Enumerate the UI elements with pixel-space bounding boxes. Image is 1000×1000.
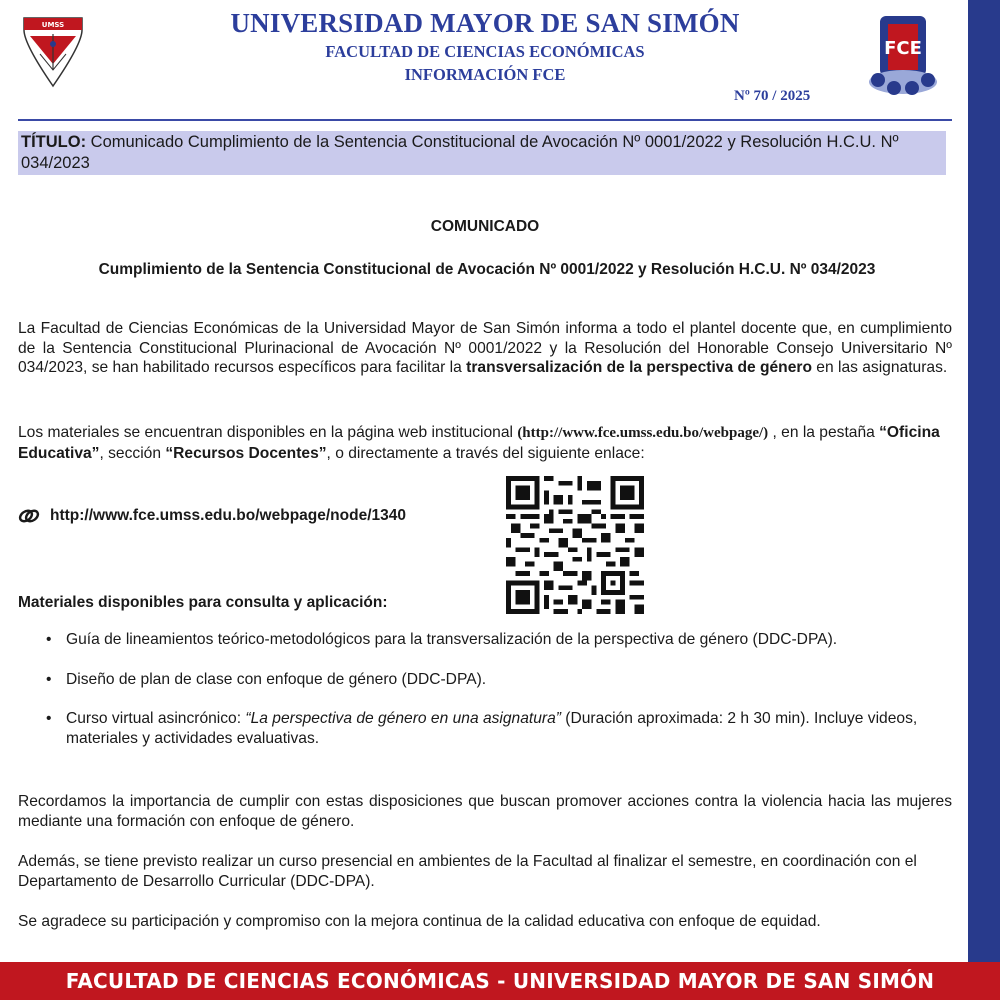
- direct-link-row: [18, 507, 406, 525]
- umss-logo-icon: [20, 14, 86, 90]
- intro-text: La Facultad de Ciencias Económicas de la Universidad Mayor de San Simón informa a todo el plantel docente que, en cumplimiento de la Sentencia Constitucional Plurinacional de Avocación Nº 0001/2022 y la Resolución del Honorable Consejo Universitario Nº 034/2023, se han habilitado recursos específicos para facilitar la: [18, 320, 952, 376]
- list-item-text-tail: (Duración aproximada: 2 h 30 min). Incluye videos, materiales y actividades evaluativas.: [66, 710, 918, 747]
- intro-bold: transversalización de la perspectiva de género: [466, 359, 812, 376]
- section-name: “Recursos Docentes”: [165, 444, 327, 462]
- thanks-paragraph: Se agradece su participación y compromiso con la mejora continua de la calidad educativa con enfoque de equidad.: [18, 913, 821, 930]
- tab-name: “Oficina Educativa”: [18, 424, 940, 462]
- fce-logo-icon: [866, 14, 940, 100]
- title-label: TÍTULO:: [21, 133, 87, 151]
- svg-text:FCE: FCE: [884, 38, 922, 59]
- course-title: “La perspectiva de género en una asignatura”: [245, 710, 561, 727]
- list-item: [46, 670, 946, 690]
- title-text: Comunicado Cumplimiento de la Sentencia Constitucional de Avocación Nº 0001/2022 y Resolución H.C.U. Nº 034/2023: [21, 133, 899, 172]
- footer-banner: FACULTAD DE CIENCIAS ECONÓMICAS - UNIVERSIDAD MAYOR DE SAN SIMÓN: [0, 962, 1000, 1000]
- location-text-a: Los materiales se encuentran disponibles en la página web institucional: [18, 424, 518, 441]
- list-item: [46, 709, 946, 748]
- bulletin-number: Nº 70 / 2025: [734, 88, 811, 104]
- bullet: •: [46, 670, 52, 688]
- title-box: [18, 131, 946, 175]
- header-divider: [18, 119, 952, 121]
- list-item-text: Diseño de plan de clase con enfoque de género (DDC-DPA).: [66, 670, 487, 688]
- svg-text:UMSS: UMSS: [41, 21, 65, 29]
- faculty-name: FACULTAD DE CIENCIAS ECONÓMICAS: [325, 42, 645, 61]
- qr-code-icon: [506, 476, 644, 614]
- bullet: •: [46, 631, 52, 648]
- location-text-d: , o directamente a través del siguiente enlace:: [326, 444, 645, 462]
- comunicado-subheading: Cumplimiento de la Sentencia Constitucional de Avocación Nº 0001/2022 y Resolución H.C.U. Nº 034/2023: [98, 261, 876, 278]
- materials-heading: Materiales disponibles para consulta y aplicación:: [18, 594, 388, 611]
- reminder-paragraph: Recordamos la importancia de cumplir con estas disposiciones que buscan promover acciones contra la violencia hacia las mujeres mediante una formación con enfoque de género.: [18, 793, 952, 830]
- right-sidebar-band: [968, 0, 1000, 1000]
- intro-tail: en las asignaturas.: [811, 359, 948, 376]
- list-item: [46, 630, 946, 650]
- list-item-text: Guía de lineamientos teórico-metodológicos para la transversalización de la perspectiva de género (DDC-DPA).: [66, 631, 838, 648]
- direct-link[interactable]: http://www.fce.umss.edu.bo/webpage/node/1340: [50, 507, 406, 524]
- location-text-b: , en la pestaña: [768, 424, 880, 441]
- info-label: INFORMACIÓN FCE: [404, 65, 566, 84]
- materials-location-paragraph: [18, 423, 952, 463]
- course-plan-paragraph: Además, se tiene previsto realizar un curso presencial en ambientes de la Facultad al finalizar el semestre, en coordinación con el Departamento de Desarrollo Curricular (DDC-DPA).: [18, 853, 917, 890]
- intro-paragraph: [18, 319, 952, 378]
- location-text-c: , sección: [99, 444, 166, 462]
- university-name: UNIVERSIDAD MAYOR DE SAN SIMÓN: [230, 8, 740, 38]
- comunicado-heading: COMUNICADO: [430, 218, 540, 235]
- bullet: •: [46, 710, 52, 727]
- materials-list: [46, 630, 946, 768]
- webpage-url[interactable]: (http://www.fce.umss.edu.bo/webpage/): [517, 425, 769, 441]
- list-item-text: Curso virtual asincrónico:: [66, 710, 246, 727]
- link-icon: [18, 508, 40, 524]
